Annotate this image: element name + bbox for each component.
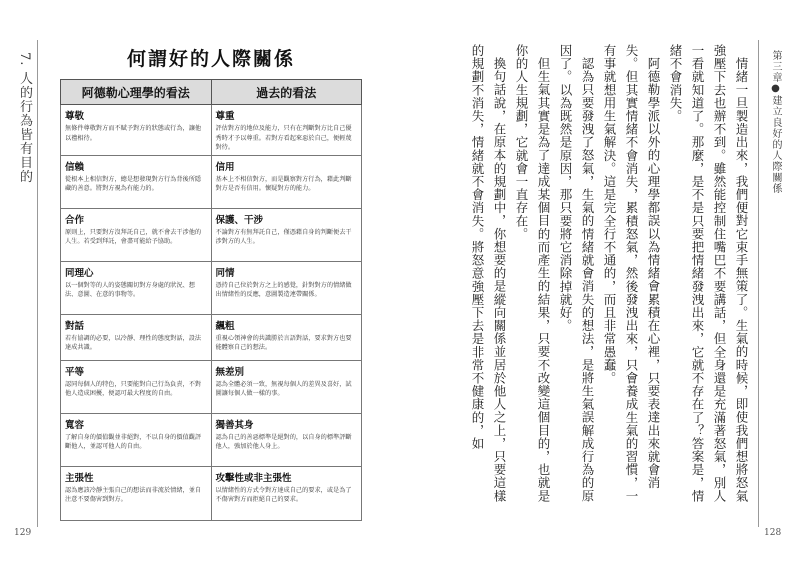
table-cell (211, 314, 362, 360)
table-header-row (61, 80, 362, 105)
table-cell (61, 360, 212, 413)
table-cell (211, 208, 362, 261)
cell-term: 獨善其身 (215, 419, 254, 431)
table-row (61, 314, 362, 360)
page-number-left: 129 (14, 528, 32, 538)
right-margin-rule (758, 40, 759, 527)
body-text (452, 44, 752, 514)
cell-term: 主張性 (65, 472, 94, 484)
cell-description: 以情緒性的方式令對方達成自己的要求，或是為了不傷害對方而拒絕自己的要求。 (215, 486, 352, 504)
cell-term: 平等 (65, 366, 85, 378)
table-cell (211, 413, 362, 466)
cell-term: 尊敬 (65, 111, 85, 122)
table-cell (61, 105, 212, 156)
cell-term: 信用 (215, 161, 235, 173)
table-row (61, 413, 362, 466)
cell-description: 認為自己的善惡標準是絕對的，以自身的標準評斷他人，強加於他人身上。 (215, 433, 352, 451)
left-margin-rule (37, 40, 38, 527)
table-row (61, 208, 362, 261)
table-row (61, 155, 362, 208)
cell-description: 憑持自己位於對方之上的感覺，針對對方的情緒做出情緒性的反應，意圖製造連帶關係。 (215, 281, 352, 299)
table-cell (211, 360, 362, 413)
body-paragraph: 阿德勒學派以外的心理學都誤以為情緒會累積在心裡，只要表達出來就會消失。但其實情緒不會消失，累積怒氣，然後發洩出來，只會養成生氣的習慣，一有事就想用生氣解決。這是完全行不通的，而且非常愚蠢。 (602, 44, 661, 503)
table-cell (211, 261, 362, 314)
left-chapter-heading: 7. 人的行為皆有目的 (17, 52, 32, 184)
cell-description: 基本上不相信對方，而是觀察對方行為，藉此判斷對方是否有信用。懷疑對方的能力。 (215, 175, 352, 193)
table-cell (211, 466, 362, 520)
right-chapter-heading: 第三章●建立良好的人際關係 (770, 50, 781, 194)
table-cell (61, 314, 212, 360)
cell-term: 信賴 (65, 161, 85, 173)
cell-term: 飆粗 (215, 320, 235, 332)
table-cell (61, 208, 212, 261)
cell-description: 了解自身的價值觀並非絕對，不以自身的價值觀評斷他人，並認可他人的自由。 (65, 433, 202, 451)
table-row (61, 261, 362, 314)
cell-description: 認為全體必須一致，無視每個人的差異及喜好，試圖讓每個人做一樣的事。 (215, 380, 352, 398)
column-header-adler: 阿德勒心理學的看法 (61, 80, 212, 105)
table-cell (61, 466, 212, 520)
cell-description: 評估對方的地位及能力，只有在判斷對方比自己優秀時才予以尊重。若對方看起來惡於自己，便輕蔑對待。 (215, 125, 352, 152)
cell-description: 以一個對等的人的姿態關切對方身處的狀況、想法、意圖、在意的事物等。 (65, 281, 195, 299)
cell-description: 不論對方有無拜託自己，僅憑藉自身的判斷便去干涉對方的人生。 (215, 228, 352, 246)
cell-description: 認同每個人的特色，只要能對自己行為負責，不對他人造成困擾，便認可最大程度的自由。 (65, 380, 202, 398)
cell-term: 寬容 (65, 419, 85, 431)
body-paragraph: 情緒一旦製造出來，我們便對它束手無策了。生氣的時候，即使我們想將怒氣強壓下去也辦不到。雖然能控制住嘴巴不要講話，但全身還是充滿著怒氣，別人一看就知道了。那麼，是不是只要把情緒發洩出來，它就不存在了？答案是，情緒不會消失。 (668, 44, 749, 503)
table-cell (211, 105, 362, 156)
cell-term: 同理心 (65, 267, 94, 279)
body-paragraph: 認為只要發洩了怒氣，生氣的情緒就會消失的想法，是將生氣誤解成行為的原因了。以為既然是原因，那只要將它消除掉就好。 (558, 44, 595, 502)
page-number-right: 128 (764, 528, 782, 538)
cell-term: 無差別 (215, 366, 245, 378)
column-header-past: 過去的看法 (211, 80, 362, 105)
cell-description: 若有協調的必要，以冷靜、理性的態度對話，設法達成共識。 (65, 334, 202, 352)
comparison-table-section (60, 44, 362, 521)
body-paragraph: 換句話說，在原本的規劃中，你想要的是縱向關係並居於他人之上，只要這樣的規劃不消失，情緒就不會消失。將怒意強壓下去是非常不健康的，如 (470, 44, 507, 502)
cell-description: 從根本上相信對方，總是想發現對方行為背後所隱藏的善意。將對方視為有能力的。 (65, 175, 202, 193)
table-cell (61, 155, 212, 208)
comparison-table (60, 79, 362, 521)
table-cell (61, 413, 212, 466)
body-paragraph: 但生氣其實是為了達成某個目的而產生的結果，只要不改變這個目的，也就是你的人生規劃，它就會一直存在。 (514, 44, 551, 502)
table-cell (61, 261, 212, 314)
cell-description: 無條件尊敬對方而不賦予對方的狀態或行為，讓他以禮相待。 (65, 125, 202, 142)
cell-term: 對話 (65, 320, 85, 332)
cell-description: 重視心領神會的共識勝於言語對話，要求對方也要能體察自己的想法。 (215, 334, 352, 352)
cell-description: 認為應該冷靜主張自己的想法而非流於情緒，並自注意不要傷害到對方。 (65, 486, 202, 504)
cell-term: 保護、干涉 (215, 214, 264, 226)
cell-term: 同情 (215, 267, 235, 279)
cell-term: 尊重 (215, 111, 235, 122)
cell-description: 原則上，只要對方沒拜託自己，就不會去干涉他的人生。若受到拜託，會盡可能給予協助。 (65, 228, 202, 246)
table-title: 何謂好的人際關係 (126, 48, 295, 70)
table-row (61, 466, 362, 520)
table-row (61, 105, 362, 156)
table-cell (211, 155, 362, 208)
cell-term: 合作 (65, 214, 85, 226)
cell-term: 攻擊性或非主張性 (215, 472, 292, 484)
table-row (61, 360, 362, 413)
